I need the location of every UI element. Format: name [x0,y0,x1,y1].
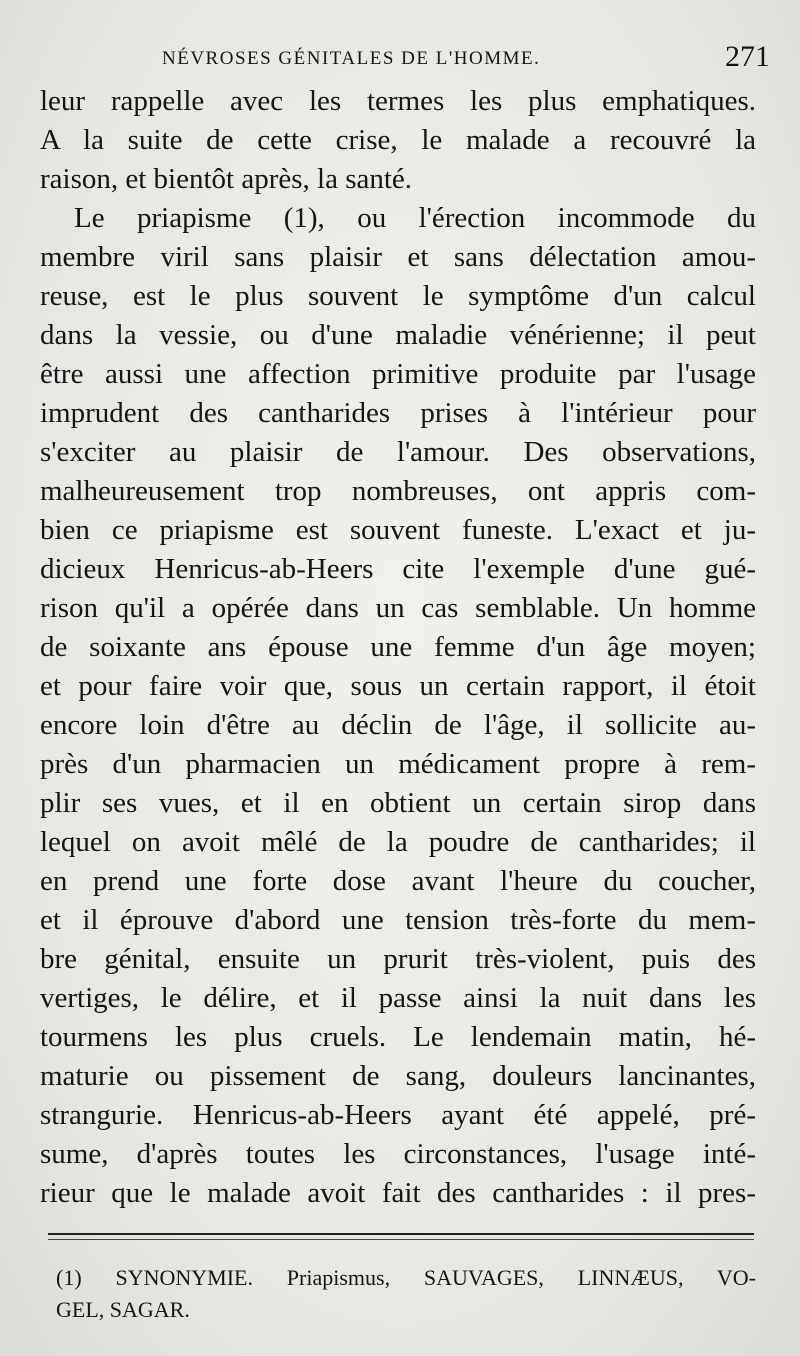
text-line: encore loin d'être au déclin de l'âge, il sollicite au- [40,709,756,741]
text-line: strangurie. Henricus-ab-Heers ayant été appelé, pré- [40,1099,756,1131]
text-line: plir ses vues, et il en obtient un certain sirop dans [40,787,756,819]
running-head: NÉVROSES GÉNITALES DE L'HOMME. [162,48,541,69]
text-line: tourmens les plus cruels. Le lendemain matin, hé- [40,1021,756,1053]
text-line: membre viril sans plaisir et sans délectation amou- [40,241,756,273]
text-line: imprudent des cantharides prises à l'intérieur pour [40,397,756,429]
text-line: leur rappelle avec les termes les plus emphatiques. [40,85,756,117]
text-line: s'exciter au plaisir de l'amour. Des observations, [40,436,756,468]
page-number: 271 [725,40,770,73]
text-line: vertiges, le délire, et il passe ainsi la nuit dans les [40,982,756,1014]
text-line: et il éprouve d'abord une tension très-forte du mem- [40,904,756,936]
text-line: en prend une forte dose avant l'heure du coucher, [40,865,756,897]
text-line: A la suite de cette crise, le malade a recouvré la [40,124,756,156]
text-line: reuse, est le plus souvent le symptôme d'un calcul [40,280,756,312]
footnote-line: GEL, SAGAR. [56,1297,190,1322]
text-line: bien ce priapisme est souvent funeste. L'exact et ju- [40,514,756,546]
text-line: bre génital, ensuite un prurit très-violent, puis des [40,943,756,975]
text-line: près d'un pharmacien un médicament propre à rem- [40,748,756,780]
text-line: malheureusement trop nombreuses, ont appris com- [40,475,756,507]
text-line: et pour faire voir que, sous un certain rapport, il étoit [40,670,756,702]
footnote-rule-thin [48,1239,754,1240]
text-line: rison qu'il a opérée dans un cas semblable. Un homme [40,592,756,624]
text-line: dans la vessie, ou d'une maladie vénérienne; il peut [40,319,756,351]
footnote-line: (1) SYNONYMIE. Priapismus, SAUVAGES, LINNÆUS, VO- [56,1265,756,1290]
text-line: dicieux Henricus-ab-Heers cite l'exemple d'une gué- [40,553,756,585]
text-line: rieur que le malade avoit fait des cantharides : il pres- [40,1177,756,1209]
page-header [40,38,770,78]
text-line: sume, d'après toutes les circonstances, l'usage inté- [40,1138,756,1170]
text-line: maturie ou pissement de sang, douleurs lancinantes, [40,1060,756,1092]
text-line: raison, et bientôt après, la santé. [40,163,413,195]
text-line: Le priapisme (1), ou l'érection incommode du [74,202,756,234]
text-line: de soixante ans épouse une femme d'un âge moyen; [40,631,756,663]
footnote-rule [48,1233,754,1235]
text-line: être aussi une affection primitive produite par l'usage [40,358,756,390]
footnote [56,1262,756,1326]
text-line: lequel on avoit mêlé de la poudre de cantharides; il [40,826,756,858]
body-text [40,82,756,1213]
